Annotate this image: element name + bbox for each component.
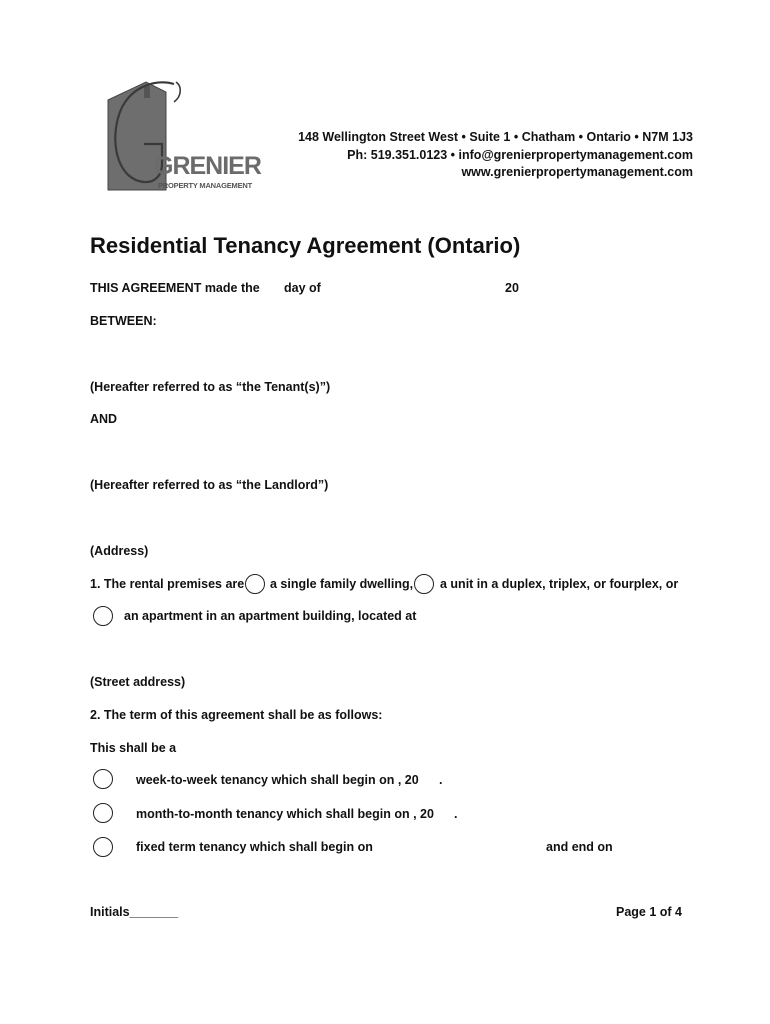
logo-brand-text: GRENIER: [154, 152, 261, 180]
radio-duplex-unit[interactable]: [414, 574, 434, 594]
company-contact: Ph: 519.351.0123 • info@grenierpropertymanagement.com: [347, 148, 693, 162]
tenant-reference: (Hereafter referred to as “the Tenant(s)”): [90, 380, 331, 394]
radio-month-to-month[interactable]: [93, 803, 113, 823]
term-month-period: .: [454, 807, 458, 821]
term-week-label: week-to-week tenancy which shall begin on , 20: [136, 773, 419, 787]
between-label: BETWEEN:: [90, 314, 157, 328]
option-single-family-label: a single family dwelling,: [270, 577, 414, 591]
and-label: AND: [90, 412, 118, 426]
term-fixed-label: fixed term tenancy which shall begin on: [136, 840, 373, 854]
this-shall-be-label: This shall be a: [90, 741, 177, 755]
clause1-intro: 1. The rental premises are: [90, 577, 245, 591]
term-end-on-label: and end on: [546, 840, 613, 854]
option-duplex-label: a unit in a duplex, triplex, or fourplex, or: [440, 577, 679, 591]
clause2-intro: 2. The term of this agreement shall be as follows:: [90, 708, 383, 722]
year-prefix-label: 20: [505, 281, 519, 295]
radio-apartment[interactable]: [93, 606, 113, 626]
company-website: www.grenierpropertymanagement.com: [461, 165, 693, 179]
radio-fixed-term[interactable]: [93, 837, 113, 857]
company-address: 148 Wellington Street West • Suite 1 • Chatham • Ontario • N7M 1J3: [298, 130, 693, 144]
document-title: Residential Tenancy Agreement (Ontario): [90, 233, 521, 258]
initials-field[interactable]: Initials_______: [90, 905, 179, 919]
agreement-made-label: THIS AGREEMENT made the: [90, 281, 260, 295]
radio-single-family[interactable]: [245, 574, 265, 594]
radio-week-to-week[interactable]: [93, 769, 113, 789]
company-logo: [96, 78, 261, 198]
street-address-label: (Street address): [90, 675, 186, 689]
page-number: Page 1 of 4: [616, 905, 682, 919]
address-label: (Address): [90, 544, 149, 558]
logo-subtitle-text: PROPERTY MANAGEMENT: [158, 181, 252, 190]
landlord-reference: (Hereafter referred to as “the Landlord”): [90, 478, 329, 492]
term-week-period: .: [439, 773, 443, 787]
term-month-label: month-to-month tenancy which shall begin on , 20: [136, 807, 434, 821]
option-apartment-label: an apartment in an apartment building, located at: [124, 609, 417, 623]
day-of-label: day of: [284, 281, 321, 295]
